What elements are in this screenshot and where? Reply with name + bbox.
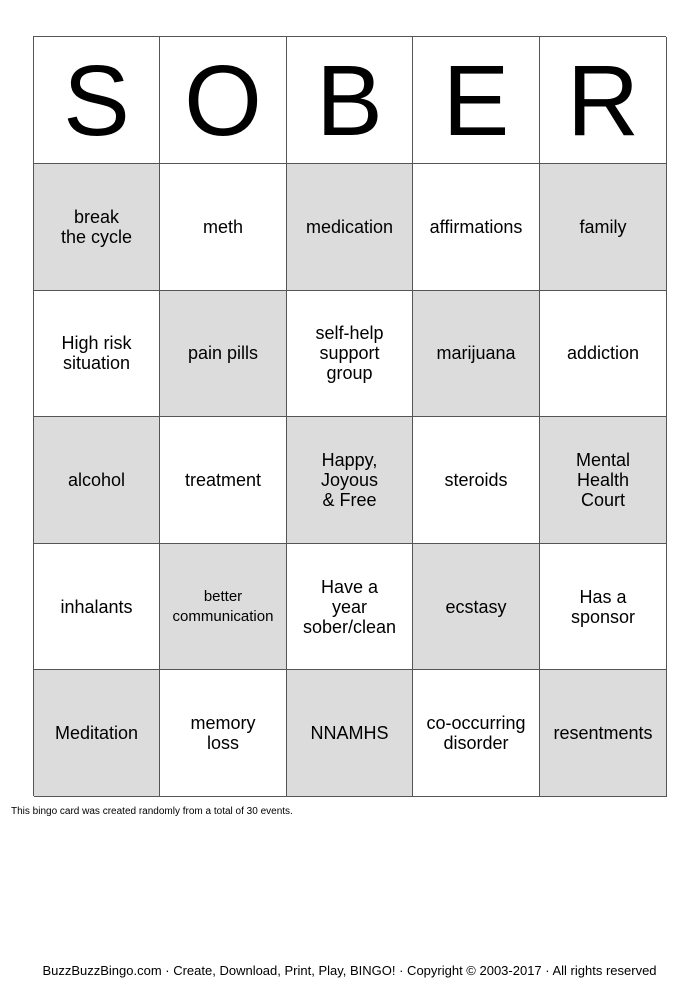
bingo-cell: pain pills xyxy=(160,291,287,418)
bingo-cell: High risk situation xyxy=(34,291,160,418)
bingo-cell: resentments xyxy=(540,670,667,797)
bingo-cell: inhalants xyxy=(34,544,160,671)
header-letter-o: O xyxy=(160,37,287,164)
bingo-cell: marijuana xyxy=(413,291,540,418)
bingo-cell: Has a sponsor xyxy=(540,544,667,671)
generation-note: This bingo card was created randomly from a total of 30 events. xyxy=(11,806,293,817)
bingo-cell: ecstasy xyxy=(413,544,540,671)
bingo-cell: addiction xyxy=(540,291,667,418)
bingo-cell: meth xyxy=(160,164,287,291)
header-letter-b: B xyxy=(287,37,413,164)
bingo-cell: co-occurring disorder xyxy=(413,670,540,797)
footer-copyright: BuzzBuzzBingo.com · Create, Download, Print, Play, BINGO! · Copyright © 2003-2017 · All rights reserved xyxy=(42,963,657,978)
bingo-cell: Have a year sober/clean xyxy=(287,544,413,671)
bingo-cell: steroids xyxy=(413,417,540,544)
bingo-cell: Meditation xyxy=(34,670,160,797)
bingo-card xyxy=(33,36,666,796)
bingo-cell: Mental Health Court xyxy=(540,417,667,544)
bingo-cell: Happy, Joyous & Free xyxy=(287,417,413,544)
bingo-cell: self-help support group xyxy=(287,291,413,418)
bingo-cell: alcohol xyxy=(34,417,160,544)
header-letter-r: R xyxy=(540,37,667,164)
bingo-cell: treatment xyxy=(160,417,287,544)
bingo-cell: break the cycle xyxy=(34,164,160,291)
bingo-cell: medication xyxy=(287,164,413,291)
header-letter-e: E xyxy=(413,37,540,164)
bingo-cell: better communication xyxy=(160,544,287,671)
bingo-cell: family xyxy=(540,164,667,291)
bingo-cell: NNAMHS xyxy=(287,670,413,797)
bingo-cell: affirmations xyxy=(413,164,540,291)
header-letter-s: S xyxy=(34,37,160,164)
bingo-cell: memory loss xyxy=(160,670,287,797)
